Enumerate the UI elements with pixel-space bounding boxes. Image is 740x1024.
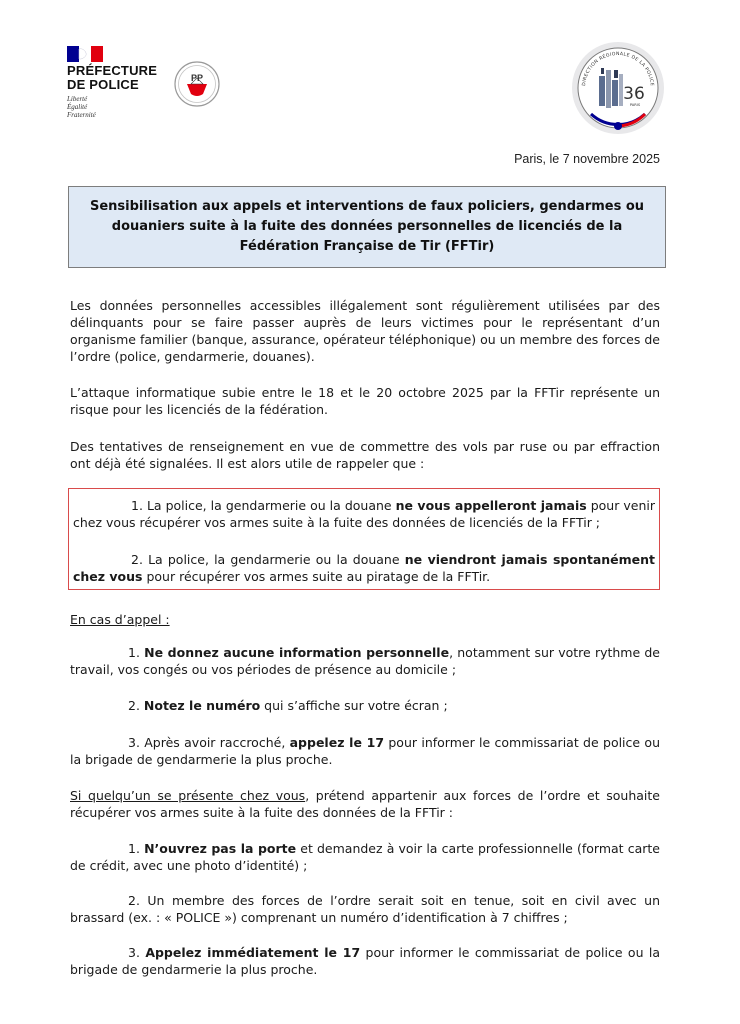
visit-item bbox=[70, 944, 660, 978]
call-item-bold: appelez le 17 bbox=[289, 735, 385, 750]
warning-bold: ne vous appelleront jamais bbox=[395, 498, 587, 513]
call-item-text: 2. bbox=[128, 698, 144, 713]
letterhead bbox=[0, 0, 740, 150]
call-item-text: 3. Après avoir raccroché, bbox=[128, 735, 290, 750]
prefecture-name bbox=[67, 64, 157, 92]
intro-paragraph-1: Les données personnelles accessibles illégalement sont régulièrement utilisées par des délinquants pour se faire passer auprès de leurs victimes pour le représentant d’un organisme familier (banque, assurance, opérateur téléphonique) ou un membre des forces de l’ordre (police, gendarmerie, douanes). bbox=[70, 298, 660, 364]
drpj-36-seal-icon bbox=[569, 40, 667, 136]
intro-paragraph-3: Des tentatives de renseignement en vue de commettre des vols par ruse ou par effraction ont déjà été signalées. Il est alors utile de rappeler que : bbox=[70, 439, 660, 471]
warning-item bbox=[73, 551, 655, 585]
visit-item-text: 1. bbox=[128, 841, 145, 856]
warning-text: 1. La police, la gendarmerie ou la douane bbox=[131, 498, 396, 513]
prefecture-police-seal-icon bbox=[173, 60, 221, 108]
call-item-text: , notamment sur votre rythme de travail, vos congés ou vos périodes de présence au domicile ; bbox=[70, 645, 660, 677]
motto-egalite: Égalité bbox=[67, 103, 88, 111]
visit-item bbox=[70, 892, 660, 926]
call-item-text: qui s’affiche sur votre écran ; bbox=[260, 698, 448, 713]
prefecture-line-1: PRÉFECTURE bbox=[67, 63, 158, 78]
call-item-bold: Notez le numéro bbox=[143, 698, 261, 713]
visit-item-text: pour informer le commissariat de police ou la brigade de gendarmerie la plus proche. bbox=[70, 945, 661, 977]
pp-monogram: PP bbox=[190, 73, 204, 83]
visit-heading-underlined: Si quelqu’un se présente chez vous bbox=[70, 788, 306, 803]
warning-item bbox=[73, 497, 655, 531]
call-item bbox=[70, 734, 660, 768]
drpj-number: 36 bbox=[623, 84, 645, 104]
warning-text: pour venir chez vous récupérer vos armes suite à la fuite des données de licenciés de la FFTir ; bbox=[73, 498, 655, 530]
intro-paragraph-2: L’attaque informatique subie entre le 18 et le 20 octobre 2025 par la FFTir représente un risque pour les licenciés de la fédération. bbox=[70, 385, 660, 417]
visit-item-text: et demandez à voir la carte professionnelle (format carte de crédit, avec une photo d’identité) ; bbox=[70, 841, 660, 873]
visit-section-heading bbox=[70, 787, 660, 821]
motto-fraternite: Fraternité bbox=[67, 111, 96, 119]
visit-item bbox=[70, 840, 660, 874]
prefecture-line-2: DE POLICE bbox=[67, 77, 139, 92]
visit-item-bold: N’ouvrez pas la porte bbox=[144, 841, 297, 856]
visit-item-text: 2. Un membre des forces de l’ordre serait soit en tenue, soit en civil avec un brassard (ex. : « POLICE ») comprenant un numéro d’identification à 7 chiffres ; bbox=[70, 893, 660, 925]
warning-text: 2. La police, la gendarmerie ou la douane bbox=[131, 552, 405, 567]
call-item bbox=[70, 644, 660, 678]
warning-text: pour récupérer vos armes suite au piratage de la FFTir. bbox=[142, 569, 491, 584]
call-item-text: 1. bbox=[128, 645, 145, 660]
drpj-city: PARIS bbox=[629, 103, 641, 107]
motto-liberte: Liberté bbox=[67, 95, 88, 103]
visit-item-bold: Appelez immédiatement le 17 bbox=[145, 945, 361, 960]
call-item-text: pour informer le commissariat de police ou la brigade de gendarmerie la plus proche. bbox=[70, 735, 660, 767]
call-item bbox=[70, 697, 660, 714]
call-section-heading: En cas d’appel : bbox=[70, 612, 170, 627]
document-date: Paris, le 7 novembre 2025 bbox=[514, 152, 660, 166]
visit-item-text: 3. bbox=[128, 945, 146, 960]
title-box bbox=[68, 186, 666, 268]
marianne-logo-icon bbox=[67, 46, 103, 62]
warning-bold: ne viendront jamais spontanément chez vous bbox=[73, 552, 656, 584]
visit-heading-rest: , prétend appartenir aux forces de l’ordre et souhaite récupérer vos armes suite à la fuite des données de la FFTir : bbox=[70, 788, 660, 820]
republic-motto bbox=[67, 95, 96, 119]
drpj-ring-text: DIRECTION RÉGIONALE DE LA POLICE bbox=[582, 51, 654, 87]
call-item-bold: Ne donnez aucune information personnelle bbox=[144, 645, 450, 660]
document-title: Sensibilisation aux appels et interventions de faux policiers, gendarmes ou douaniers suite à la fuite des données personnelles de licenciés de la Fédération Française de Tir (FFTir) bbox=[89, 199, 645, 254]
